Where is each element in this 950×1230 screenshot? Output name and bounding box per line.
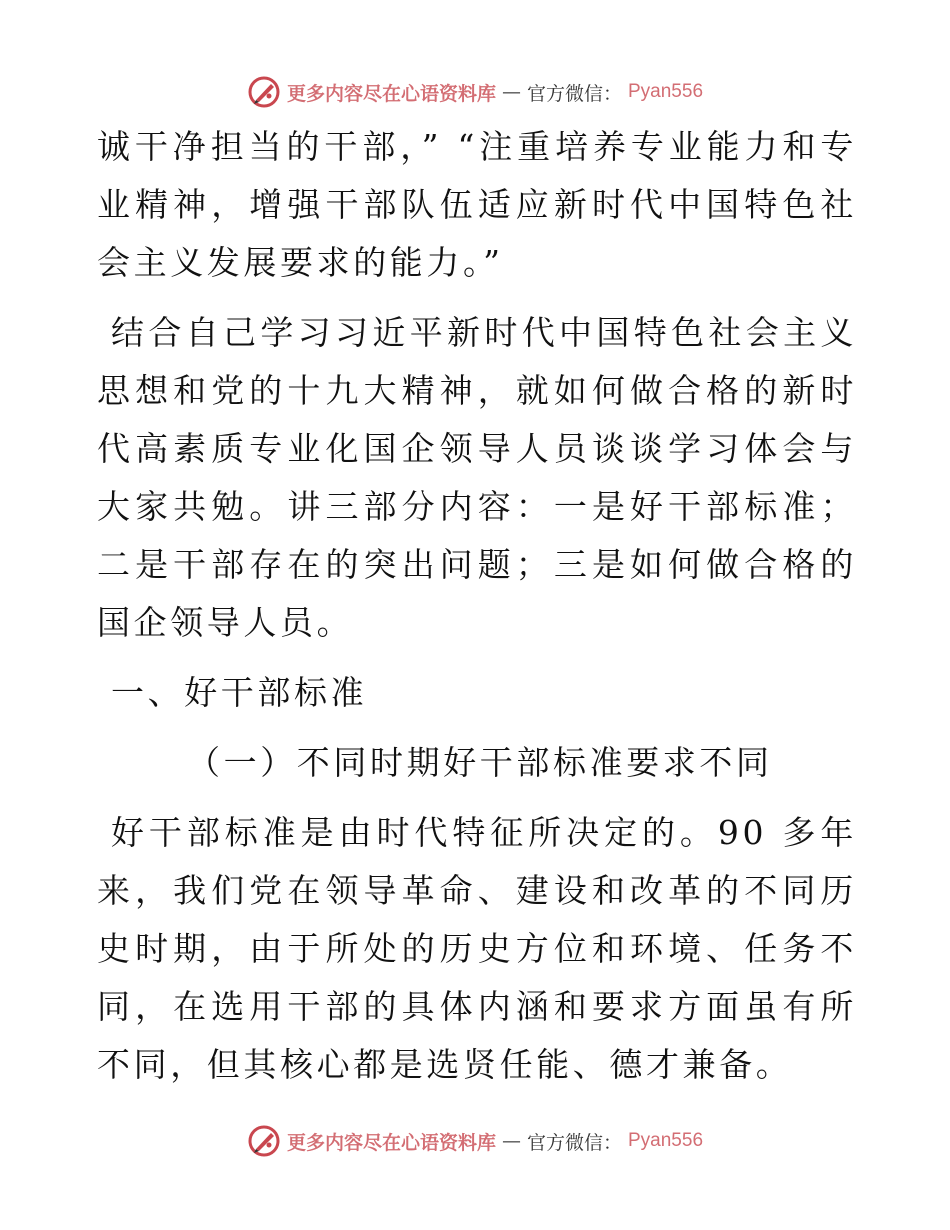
header-watermark — [0, 72, 950, 112]
paragraph-continuation: 诚干净担当的干部，” “注重培养专业能力和专业精神，增强干部队伍适应新时代中国特色社会主义发展要求的能力。” — [97, 127, 857, 282]
document-body — [97, 118, 857, 1094]
footer-watermark — [0, 1121, 950, 1161]
brand-logo-icon — [247, 75, 281, 109]
paragraph-intro: 结合自己学习习近平新时代中国特色社会主义思想和党的十九大精神，就如何做合格的新时代高素质专业化国企领导人员谈谈学习体会与大家共勉。讲三部分内容：一是好干部标准；二是干部存在的突出问题；三是如何做合格的国企领导人员。 — [97, 313, 857, 642]
watermark-dash: — — [501, 1130, 521, 1152]
watermark-wechat-id: Pyan556 — [628, 81, 704, 102]
watermark-wechat-label: 官方微信： — [526, 82, 622, 105]
brand-logo-icon — [247, 1124, 281, 1158]
watermark-dash: — — [501, 81, 521, 103]
watermark-main-text: 更多内容尽在心语资料库 — [286, 82, 496, 105]
subsection-heading: （一）不同时期好干部标准要求不同 — [187, 743, 773, 782]
watermark-wechat-label: 官方微信： — [526, 1131, 622, 1154]
watermark-main-text: 更多内容尽在心语资料库 — [286, 1131, 496, 1154]
section-heading: 一、好干部标准 — [111, 673, 368, 712]
watermark-wechat-id: Pyan556 — [628, 1130, 704, 1151]
paragraph-body: 好干部标准是由时代特征所决定的。90 多年来，我们党在领导革命、建设和改革的不同历史时期，由于所处的历史方位和环境、任务不同，在选用干部的具体内涵和要求方面虽有所不同，但其核心都是选贤任能、德才兼备。 — [97, 813, 857, 1084]
